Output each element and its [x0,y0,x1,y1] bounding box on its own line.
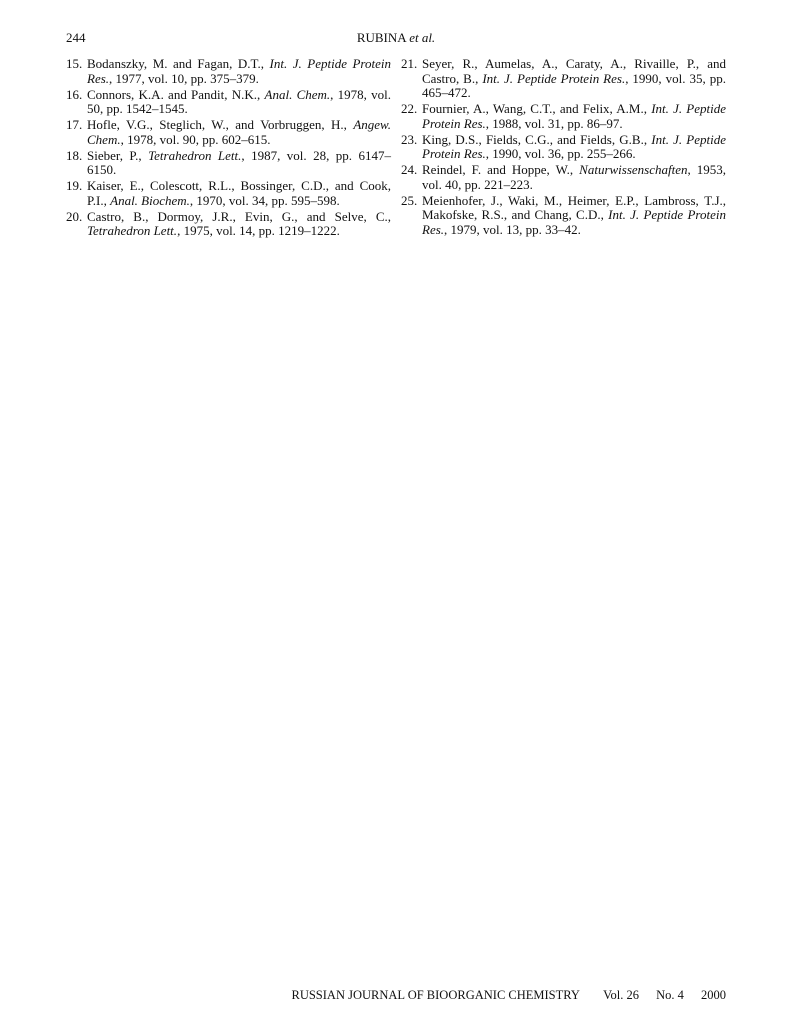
reference-segment: Castro, B., Dormoy, J.R., Evin, G., and Selve, C., [87,208,391,224]
reference-segment: Connors, K.A. and Pandit, N.K., [87,86,265,102]
reference-segment: , 1978, vol. 50, pp. 1542–1545. [87,86,391,116]
reference-source: Tetrahedron Lett. [148,147,242,163]
reference-segment: , 1988, vol. 31, pp. 86–97. [485,115,623,131]
references-right-column [401,57,726,240]
page-footer [66,988,726,1003]
reference-item [66,149,391,178]
reference-number: 17. [66,117,83,132]
reference-number: 23. [401,131,418,147]
reference-segment: Sieber, P., [87,147,149,163]
reference-segment: Meienhofer, J., Waki, M., Heimer, E.P., Lambross, T.J., Makofske, R.S., and Chang, C.D., [422,192,726,222]
reference-item [401,57,726,101]
reference-number: 19. [66,178,83,193]
reference-segment: Reindel, F. and Hoppe, W., [422,162,580,177]
reference-text [422,101,726,131]
reference-source: Int. J. Peptide Protein Res. [422,207,726,237]
running-title [66,30,726,46]
reference-item [66,210,391,239]
reference-text [422,132,726,162]
reference-text [87,148,391,178]
reference-text [422,162,726,192]
reference-item [401,102,726,131]
reference-number: 20. [66,208,83,224]
reference-segment: , 1979, vol. 13, pp. 33–42. [444,221,581,237]
reference-number: 25. [401,192,418,208]
reference-segment: , 1987, vol. 28, pp. 6147–6150. [87,147,391,177]
reference-text [422,193,726,237]
reference-number: 18. [66,147,83,163]
reference-number: 21. [401,56,418,71]
reference-text [87,117,391,147]
reference-text [87,87,391,117]
reference-source: Int. J. Peptide Protein Res. [87,56,391,86]
reference-segment: Bodanszky, M. and Fagan, D.T., [87,56,270,71]
reference-source: Int. J. Peptide Protein Res. [422,101,726,131]
reference-text [87,178,391,208]
reference-segment: , 1990, vol. 36, pp. 255–266. [485,146,636,161]
running-title-authors: RUBINA [356,30,406,45]
references-left-column [66,57,391,240]
reference-segment: Fournier, A., Wang, C.T., and Felix, A.M., [422,101,652,116]
reference-segment: , 1990, vol. 35, pp. 465–472. [422,70,726,100]
reference-text [87,56,391,86]
running-title-etal: et al. [409,30,436,45]
reference-number: 24. [401,162,418,177]
reference-segment: King, D.S., Fields, C.G., and Fields, G.B., [422,131,652,147]
reference-item [401,194,726,238]
reference-segment: , 1953, vol. 40, pp. 221–223. [422,162,726,192]
reference-segment: Kaiser, E., Colescott, R.L., Bossinger, C.D., and Cook, P.I., [87,178,391,208]
reference-segment: , 1978, vol. 90, pp. 602–615. [120,131,271,147]
reference-item [66,57,391,86]
footer-year: 2000 [701,988,726,1002]
reference-source: Int. J. Peptide Protein Res. [422,131,726,161]
reference-segment: Hofle, V.G., Steglich, W., and Vorbruggen, H., [87,117,354,132]
reference-item [401,163,726,192]
reference-segment: , 1970, vol. 34, pp. 595–598. [189,192,340,208]
reference-source: Int. J. Peptide Protein Res. [482,70,626,86]
reference-number: 15. [66,56,83,71]
reference-source: Naturwissenschaften [579,162,688,177]
page-number: 244 [66,30,86,45]
reference-item [401,133,726,162]
footer-journal: RUSSIAN JOURNAL OF BIOORGANIC CHEMISTRY [291,988,580,1002]
reference-source: Anal. Chem. [264,86,331,102]
references-columns [66,57,726,240]
reference-text [87,209,391,239]
reference-source: Anal. Biochem. [110,192,190,208]
footer-issue: No. 4 [656,988,684,1002]
reference-text [422,56,726,100]
reference-number: 22. [401,101,418,116]
page-header [66,30,726,48]
reference-item [66,179,391,208]
footer-volume: Vol. 26 [603,988,639,1002]
reference-number: 16. [66,86,83,102]
reference-segment: Seyer, R., Aumelas, A., Caraty, A., Rivaille, P., and Castro, B., [422,56,726,86]
reference-item [66,88,391,117]
reference-segment: , 1975, vol. 14, pp. 1219–1222. [177,223,340,238]
reference-item [66,118,391,147]
reference-source: Tetrahedron Lett. [87,223,178,238]
reference-segment: , 1977, vol. 10, pp. 375–379. [109,70,259,86]
reference-source: Angew. Chem. [87,117,391,147]
